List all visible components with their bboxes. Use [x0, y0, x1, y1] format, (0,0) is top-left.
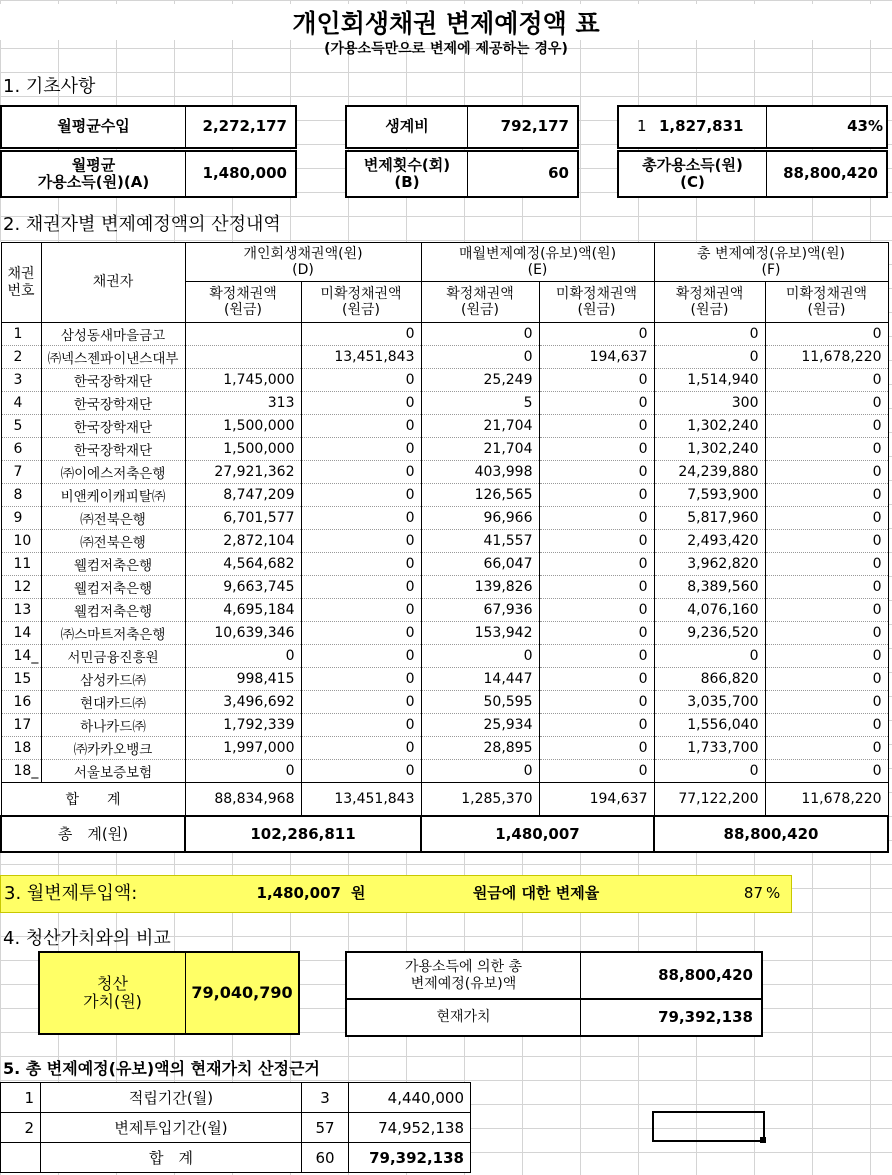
amount-cell: 27,921,362 — [185, 461, 301, 484]
header-claim-amount-code: (D) — [292, 262, 314, 278]
amount-cell: 0 — [765, 323, 888, 346]
repayment-pv-box — [345, 951, 763, 1037]
header-claim-amount — [185, 243, 421, 282]
amount-cell: 50,595 — [421, 691, 539, 714]
amount-cell: 0 — [301, 599, 421, 622]
payment-count-value: 60 — [548, 164, 569, 183]
table-row — [1, 622, 888, 645]
sum-cell: 194,637 — [539, 783, 654, 816]
amount-cell: 21,704 — [421, 415, 539, 438]
amount-cell: 0 — [539, 691, 654, 714]
amount-cell: 0 — [301, 576, 421, 599]
creditor-no: 10 — [1, 530, 41, 553]
amount-cell: 2,872,104 — [185, 530, 301, 553]
header-creditor: 채권자 — [41, 243, 185, 323]
available-income-label-2: 가용소득(원)(A) — [37, 173, 150, 191]
monthly-income-value: 2,272,177 — [202, 117, 287, 136]
amount-cell: 0 — [301, 369, 421, 392]
amount-cell: 8,389,560 — [654, 576, 765, 599]
amount-cell: 5 — [421, 392, 539, 415]
amount-cell: 28,895 — [421, 737, 539, 760]
amount-cell: 139,826 — [421, 576, 539, 599]
table-row — [1, 346, 888, 369]
amount-cell: 1,997,000 — [185, 737, 301, 760]
payment-count-label-2: (B) — [394, 173, 420, 191]
amount-cell: 0 — [421, 346, 539, 369]
amount-cell: 13,451,843 — [301, 346, 421, 369]
amount-cell: 0 — [539, 438, 654, 461]
amount-cell: 96,966 — [421, 507, 539, 530]
amount-cell: 0 — [765, 714, 888, 737]
pv-row-no: 2 — [1, 1113, 41, 1143]
amount-cell: 0 — [765, 461, 888, 484]
amount-cell: 0 — [301, 484, 421, 507]
header-e-unfixed-text: 미확정채권액 (원금) — [555, 285, 638, 318]
amount-cell: 1,302,240 — [654, 438, 765, 461]
repayment-rate-value: 87 — [743, 884, 763, 903]
pv-row-label: 적립기간(월) — [41, 1083, 302, 1113]
amount-cell: 3,962,820 — [654, 553, 765, 576]
amount-cell: 0 — [301, 668, 421, 691]
amount-cell: 0 — [765, 737, 888, 760]
creditor-name: ㈜스마트저축은행 — [41, 622, 185, 645]
header-total-repayment-code: (F) — [761, 262, 781, 278]
header-monthly-repayment — [421, 243, 654, 282]
sum-cell: 13,451,843 — [301, 783, 421, 816]
amount-cell: 153,942 — [421, 622, 539, 645]
amount-cell: 4,076,160 — [654, 599, 765, 622]
total-available-label-2: (C) — [680, 173, 705, 191]
table-row — [1, 691, 888, 714]
creditor-name: ㈜전북은행 — [41, 530, 185, 553]
pv-row-value: 4,440,000 — [349, 1083, 471, 1113]
total-available-label-1: 총가용소득(원) — [642, 155, 743, 174]
amount-cell: 0 — [539, 323, 654, 346]
header-f-unfixed-text: 미확정채권액 (원금) — [785, 285, 868, 318]
amount-cell: 67,936 — [421, 599, 539, 622]
payment-count-label-1: 변제횟수(회) — [363, 155, 451, 174]
amount-cell: 126,565 — [421, 484, 539, 507]
creditor-no: 7 — [1, 461, 41, 484]
header-d-unfixed-text: 미확정채권액 (원금) — [320, 285, 402, 318]
table-row — [1, 323, 888, 346]
table-row — [1, 461, 888, 484]
sum-cell: 1,285,370 — [421, 783, 539, 816]
header-e-unfixed — [539, 282, 654, 323]
header-f-fixed-text: 확정채권액 (원금) — [675, 285, 744, 318]
monthly-income-box — [0, 105, 297, 149]
amount-cell: 0 — [765, 760, 888, 783]
amount-cell: 1,745,000 — [185, 369, 301, 392]
amount-cell: 0 — [539, 484, 654, 507]
table-row — [1, 484, 888, 507]
amount-cell: 0 — [539, 645, 654, 668]
creditor-no: 12 — [1, 576, 41, 599]
creditor-no: 2 — [1, 346, 41, 369]
amount-cell: 194,637 — [539, 346, 654, 369]
creditor-no: 9 — [1, 507, 41, 530]
total-repayment-value: 88,800,420 — [658, 965, 753, 984]
amount-cell: 0 — [185, 760, 301, 783]
amount-cell: 0 — [765, 438, 888, 461]
table-row — [1, 438, 888, 461]
sum-label: 합 계 — [1, 783, 185, 816]
pv-sum-months: 60 — [302, 1143, 349, 1173]
amount-cell: 0 — [539, 737, 654, 760]
section-1-heading: 1. 기초사항 — [3, 76, 96, 97]
amount-cell: 1,302,240 — [654, 415, 765, 438]
amount-cell: 0 — [301, 530, 421, 553]
amount-cell: 0 — [539, 714, 654, 737]
amount-cell: 0 — [539, 553, 654, 576]
amount-cell: 14,447 — [421, 668, 539, 691]
amount-cell: 0 — [301, 645, 421, 668]
table-row — [1, 369, 888, 392]
amount-cell: 0 — [421, 645, 539, 668]
amount-cell: 25,249 — [421, 369, 539, 392]
amount-cell: 9,236,520 — [654, 622, 765, 645]
amount-cell: 0 — [765, 576, 888, 599]
creditor-name: 한국장학재단 — [41, 369, 185, 392]
pv-row-label: 변제투입기간(월) — [41, 1113, 302, 1143]
amount-cell: 0 — [301, 760, 421, 783]
amount-cell: 0 — [539, 576, 654, 599]
amount-cell: 0 — [185, 645, 301, 668]
header-creditor-no-text: 채권 번호 — [7, 266, 35, 299]
present-value-label: 현재가치 — [436, 1009, 491, 1026]
creditor-name: 현대카드㈜ — [41, 691, 185, 714]
creditor-no: 8 — [1, 484, 41, 507]
amount-cell: 403,998 — [421, 461, 539, 484]
amount-cell: 0 — [539, 415, 654, 438]
amount-cell: 6,701,577 — [185, 507, 301, 530]
amount-cell: 0 — [301, 323, 421, 346]
pv-row-months: 57 — [302, 1113, 349, 1143]
amount-cell: 2,493,420 — [654, 530, 765, 553]
pv-sum-label: 합 계 — [41, 1143, 302, 1173]
amount-cell: 0 — [301, 553, 421, 576]
creditor-name: ㈜이에스저축은행 — [41, 461, 185, 484]
amount-cell: 66,047 — [421, 553, 539, 576]
amount-cell: 0 — [765, 645, 888, 668]
available-income-label-1: 월평균 — [71, 155, 116, 174]
amount-cell: 0 — [539, 668, 654, 691]
creditor-name: 삼성카드㈜ — [41, 668, 185, 691]
amount-cell: 0 — [654, 346, 765, 369]
creditor-no: 14 — [1, 622, 41, 645]
creditor-name: 웰컴저축은행 — [41, 576, 185, 599]
pv-row-value: 74,952,138 — [349, 1113, 471, 1143]
sum-cell: 11,678,220 — [765, 783, 888, 816]
amount-cell: 0 — [539, 461, 654, 484]
available-income-value: 1,480,000 — [202, 164, 287, 183]
header-d-unfixed — [301, 282, 421, 323]
table-row — [1, 737, 888, 760]
amount-cell: 21,704 — [421, 438, 539, 461]
amount-cell: 4,564,682 — [185, 553, 301, 576]
amount-cell — [185, 346, 301, 369]
total-available-label — [619, 152, 766, 196]
amount-cell: 0 — [301, 438, 421, 461]
payment-count-box — [345, 150, 579, 198]
selected-cell[interactable] — [652, 1111, 765, 1142]
grand-total-row — [1, 816, 888, 852]
pv-basis-row — [1, 1083, 471, 1113]
amount-cell: 0 — [301, 691, 421, 714]
table-row — [1, 599, 888, 622]
amount-cell: 0 — [539, 507, 654, 530]
amount-cell — [185, 323, 301, 346]
ratio-amount: 1,827,831 — [659, 117, 744, 136]
amount-cell: 998,415 — [185, 668, 301, 691]
amount-cell: 0 — [654, 645, 765, 668]
page-title: 개인회생채권 변제예정액 표 — [0, 4, 892, 40]
liquidation-label — [40, 953, 185, 1033]
amount-cell: 0 — [765, 530, 888, 553]
creditor-name: ㈜전북은행 — [41, 507, 185, 530]
amount-cell: 0 — [539, 392, 654, 415]
section-2-heading: 2. 채권자별 변제예정액의 산정내역 — [3, 214, 281, 235]
creditor-name: ㈜넥스젠파이낸스대부 — [41, 346, 185, 369]
amount-cell: 3,496,692 — [185, 691, 301, 714]
amount-cell: 1,500,000 — [185, 438, 301, 461]
amount-cell: 0 — [421, 323, 539, 346]
amount-cell: 7,593,900 — [654, 484, 765, 507]
header-monthly-repayment-code: (E) — [527, 262, 548, 278]
amount-cell: 0 — [765, 484, 888, 507]
repayment-rate-unit: % — [766, 884, 781, 903]
amount-cell: 0 — [539, 599, 654, 622]
amount-cell: 0 — [765, 622, 888, 645]
amount-cell: 0 — [765, 392, 888, 415]
amount-cell: 0 — [301, 415, 421, 438]
amount-cell: 41,557 — [421, 530, 539, 553]
amount-cell: 0 — [765, 668, 888, 691]
total-repayment-label-2: 변제예정(유보)액 — [410, 975, 517, 992]
amount-cell: 0 — [539, 622, 654, 645]
creditor-name: 한국장학재단 — [41, 415, 185, 438]
amount-cell: 313 — [185, 392, 301, 415]
table-row — [1, 415, 888, 438]
creditor-no: 6 — [1, 438, 41, 461]
liquidation-label-1: 청산 — [97, 973, 128, 993]
amount-cell: 0 — [301, 714, 421, 737]
amount-cell: 11,678,220 — [765, 346, 888, 369]
present-value-value: 79,392,138 — [658, 1007, 753, 1026]
amount-cell: 0 — [765, 369, 888, 392]
creditor-no: 1 — [1, 323, 41, 346]
grand-total-label: 총 계(원) — [1, 816, 185, 852]
amount-cell: 0 — [765, 507, 888, 530]
amount-cell: 9,663,745 — [185, 576, 301, 599]
table-row — [1, 760, 888, 783]
amount-cell: 0 — [301, 507, 421, 530]
monthly-input-bar — [0, 875, 792, 913]
amount-cell: 8,747,209 — [185, 484, 301, 507]
creditor-no: 11 — [1, 553, 41, 576]
amount-cell: 0 — [765, 599, 888, 622]
amount-cell: 1,514,940 — [654, 369, 765, 392]
amount-cell: 0 — [654, 760, 765, 783]
amount-cell: 1,500,000 — [185, 415, 301, 438]
pv-sum-value: 79,392,138 — [349, 1143, 471, 1173]
header-creditor-no — [1, 243, 41, 323]
amount-cell: 0 — [765, 415, 888, 438]
creditor-name: 한국장학재단 — [41, 392, 185, 415]
available-income-label — [2, 152, 185, 196]
total-repayment-label-1: 가용소득에 의한 총 — [404, 959, 523, 976]
amount-cell: 0 — [765, 691, 888, 714]
sum-cell: 77,122,200 — [654, 783, 765, 816]
table-row — [1, 645, 888, 668]
creditor-name: 삼성동새마을금고 — [41, 323, 185, 346]
amount-cell: 0 — [765, 553, 888, 576]
amount-cell: 0 — [539, 760, 654, 783]
amount-cell: 0 — [301, 737, 421, 760]
grand-total-f: 88,800,420 — [654, 816, 888, 852]
amount-cell: 24,239,880 — [654, 461, 765, 484]
grand-total-d: 102,286,811 — [185, 816, 421, 852]
amount-cell: 1,556,040 — [654, 714, 765, 737]
creditor-no: 16 — [1, 691, 41, 714]
creditor-name: 서민금융진흥원 — [41, 645, 185, 668]
payment-count-label — [347, 152, 467, 196]
creditor-no: 4 — [1, 392, 41, 415]
monthly-input-label: 3. 월변제투입액: — [4, 882, 138, 904]
header-e-fixed — [421, 282, 539, 323]
table-row — [1, 714, 888, 737]
amount-cell: 866,820 — [654, 668, 765, 691]
amount-cell: 0 — [301, 622, 421, 645]
amount-cell: 10,639,346 — [185, 622, 301, 645]
amount-cell: 4,695,184 — [185, 599, 301, 622]
amount-cell: 1,792,339 — [185, 714, 301, 737]
creditor-no: 17 — [1, 714, 41, 737]
amount-cell: 5,817,960 — [654, 507, 765, 530]
sum-row — [1, 783, 888, 816]
creditor-name: 웰컴저축은행 — [41, 553, 185, 576]
creditor-no: 5 — [1, 415, 41, 438]
living-cost-box — [345, 105, 579, 149]
living-cost-label: 생계비 — [385, 117, 429, 136]
total-repayment-label — [347, 953, 580, 998]
pv-row-no: 1 — [1, 1083, 41, 1113]
living-cost-value: 792,177 — [500, 117, 569, 136]
sum-cell: 88,834,968 — [185, 783, 301, 816]
amount-cell: 25,934 — [421, 714, 539, 737]
creditor-name: 비앤케이캐피탈㈜ — [41, 484, 185, 507]
creditor-name: 웰컴저축은행 — [41, 599, 185, 622]
pv-basis-row — [1, 1113, 471, 1143]
header-monthly-repayment-text: 매월변제예정(유보)액(원) — [458, 245, 617, 262]
pv-row-months: 3 — [302, 1083, 349, 1113]
creditor-no: 3 — [1, 369, 41, 392]
grand-total-e: 1,480,007 — [421, 816, 654, 852]
monthly-income-label: 월평균수입 — [57, 117, 130, 136]
table-row — [1, 530, 888, 553]
header-claim-amount-text: 개인회생채권액(원) — [243, 245, 363, 262]
total-available-value: 88,800,420 — [783, 164, 878, 183]
table-row — [1, 507, 888, 530]
amount-cell: 0 — [539, 530, 654, 553]
creditor-no: 13 — [1, 599, 41, 622]
ratio-box — [617, 105, 888, 149]
section-4-heading: 4. 청산가치와의 비교 — [3, 928, 171, 949]
creditor-name: 하나카드㈜ — [41, 714, 185, 737]
liquidation-label-2: 가치(원) — [83, 992, 142, 1011]
header-f-unfixed — [765, 282, 888, 323]
amount-cell: 0 — [421, 760, 539, 783]
amount-cell: 0 — [654, 323, 765, 346]
table-row — [1, 668, 888, 691]
amount-cell: 0 — [301, 461, 421, 484]
amount-cell: 0 — [301, 392, 421, 415]
header-e-fixed-text: 확정채권액 (원금) — [446, 285, 514, 318]
liquidation-value-box — [38, 951, 300, 1035]
monthly-input-amount: 1,480,007 — [256, 884, 341, 903]
header-d-fixed — [185, 282, 301, 323]
creditor-table — [0, 242, 889, 853]
creditor-no: 15 — [1, 668, 41, 691]
available-income-box — [0, 150, 297, 198]
creditor-no: 14_ — [1, 645, 41, 668]
amount-cell: 3,035,700 — [654, 691, 765, 714]
header-d-fixed-text: 확정채권액 (원금) — [209, 285, 277, 318]
pv-basis-sum-row — [1, 1143, 471, 1173]
ratio-percent: 43% — [847, 117, 883, 136]
fill-handle[interactable] — [760, 1137, 766, 1143]
section-5-heading: 5. 총 변제예정(유보)액의 현재가치 산정근거 — [3, 1059, 320, 1078]
monthly-input-unit: 원 — [351, 884, 366, 903]
pv-basis-table — [0, 1082, 471, 1173]
creditor-no: 18 — [1, 737, 41, 760]
amount-cell: 0 — [539, 369, 654, 392]
table-row — [1, 553, 888, 576]
liquidation-value: 79,040,790 — [191, 982, 293, 1002]
page-subtitle: (가용소득만으로 변제에 제공하는 경우) — [324, 41, 568, 57]
amount-cell: 300 — [654, 392, 765, 415]
table-row — [1, 392, 888, 415]
creditor-name: 한국장학재단 — [41, 438, 185, 461]
table-row — [1, 576, 888, 599]
creditor-name: ㈜카카오뱅크 — [41, 737, 185, 760]
pv-sum-blank — [1, 1143, 41, 1173]
total-available-box — [617, 150, 888, 198]
creditor-name: 서울보증보험 — [41, 760, 185, 783]
repayment-rate-label: 원금에 대한 변제율 — [472, 884, 600, 903]
amount-cell: 1,733,700 — [654, 737, 765, 760]
ratio-index: 1 — [637, 117, 647, 136]
header-total-repayment — [654, 243, 888, 282]
header-f-fixed — [654, 282, 765, 323]
header-total-repayment-text: 총 변제예정(유보)액(원) — [697, 245, 846, 262]
creditor-no: 18_ — [1, 760, 41, 783]
